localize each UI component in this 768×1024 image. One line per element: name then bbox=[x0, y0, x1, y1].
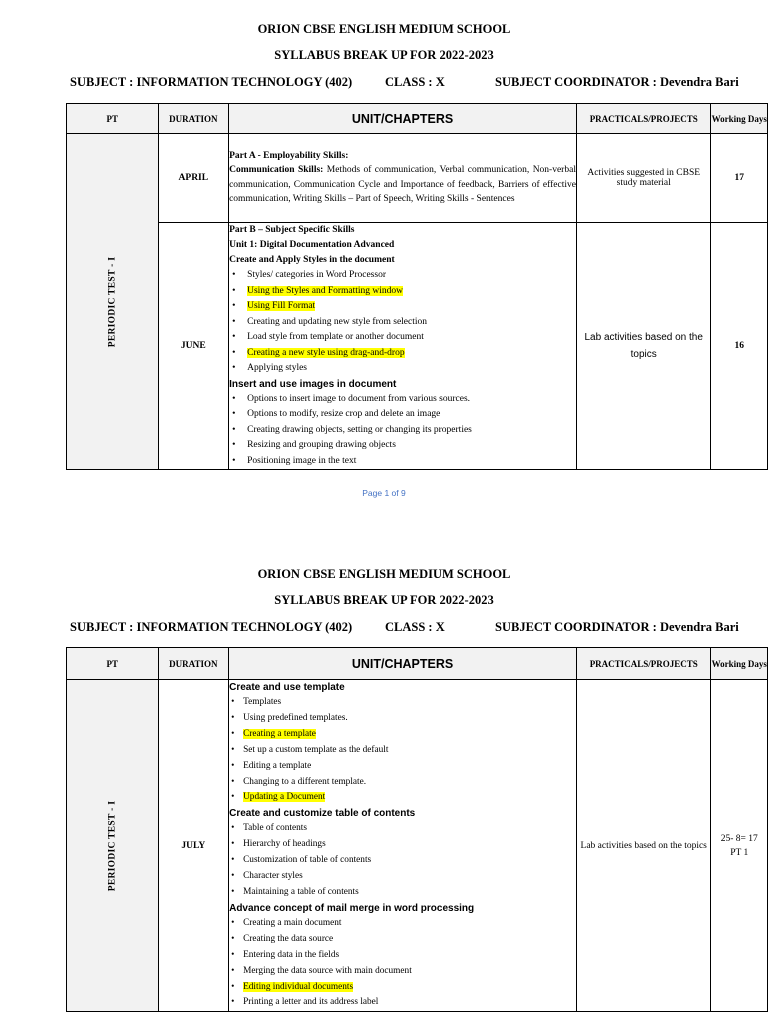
list-item-text: Changing to a different template. bbox=[243, 776, 367, 787]
list-item bbox=[229, 853, 576, 869]
list-item bbox=[229, 837, 576, 853]
topic-heading: Insert and use images in document bbox=[229, 378, 397, 390]
topic-heading: Create and use template bbox=[229, 682, 345, 693]
subject-line bbox=[70, 75, 750, 90]
header-row bbox=[67, 104, 768, 134]
list-item-text: Merging the data source with main document bbox=[243, 965, 412, 976]
topic-list bbox=[229, 392, 576, 470]
school-name: ORION CBSE ENGLISH MEDIUM SCHOOL bbox=[257, 567, 511, 581]
list-item bbox=[229, 995, 576, 1011]
class: CLASS : X bbox=[385, 75, 445, 89]
list-item bbox=[229, 361, 576, 377]
list-item-text: Printing a letter and its address label bbox=[243, 997, 379, 1008]
list-item-text: Options to modify, resize crop and delete an image bbox=[247, 409, 441, 419]
list-item-text: Positioning image in the text bbox=[247, 455, 357, 466]
header-row bbox=[67, 648, 768, 680]
topic-heading: Create and Apply Styles in the document bbox=[229, 255, 395, 265]
list-item-text: Character styles bbox=[243, 871, 303, 882]
list-item bbox=[229, 790, 576, 806]
unit-heading: Unit 1: Digital Documentation Advanced bbox=[229, 240, 395, 250]
list-item bbox=[229, 775, 576, 791]
topic-list bbox=[229, 695, 576, 806]
list-item bbox=[229, 299, 576, 315]
working-days-cell: 17 bbox=[711, 134, 768, 223]
practicals-cell: Lab activities based on the topics bbox=[576, 680, 710, 1012]
list-item-text: Customization of table of contents bbox=[243, 855, 372, 866]
school-name: ORION CBSE ENGLISH MEDIUM SCHOOL bbox=[257, 22, 511, 36]
subject: SUBJECT : INFORMATION TECHNOLOGY (402) bbox=[70, 75, 353, 89]
list-item-text: Resizing and grouping drawing objects bbox=[247, 440, 396, 450]
subject-line bbox=[70, 620, 750, 635]
syllabus-table bbox=[66, 647, 768, 1012]
list-item bbox=[229, 932, 576, 948]
list-item-text: Editing individual documents bbox=[243, 981, 354, 992]
working-days-cell bbox=[711, 680, 768, 1012]
practicals-cell: Activities suggested in CBSE study material bbox=[576, 134, 710, 223]
list-item bbox=[229, 980, 576, 996]
header-practicals: PRACTICALS/PROJECTS bbox=[576, 648, 710, 680]
list-item-text: Maintaining a table of contents bbox=[243, 886, 359, 897]
list-item bbox=[229, 964, 576, 980]
topic-list bbox=[229, 268, 576, 377]
list-item bbox=[229, 407, 576, 423]
unit-description bbox=[229, 163, 576, 207]
class: CLASS : X bbox=[385, 620, 445, 634]
syllabus-title: SYLLABUS BREAK UP FOR 2022-2023 bbox=[274, 593, 494, 607]
header-working-days: Working Days bbox=[711, 104, 768, 134]
list-item bbox=[229, 268, 576, 284]
list-item bbox=[229, 438, 576, 454]
list-item-text: Creating the data source bbox=[243, 933, 334, 944]
practicals-cell: Lab activities based on the topics bbox=[576, 223, 710, 470]
part-heading: Part A - Employability Skills: bbox=[229, 151, 349, 162]
header-pt: PT bbox=[67, 648, 159, 680]
list-item-text: Entering data in the fields bbox=[243, 949, 340, 960]
topic-heading: Create and customize table of contents bbox=[229, 808, 416, 820]
page-footer: Page 1 of 9 bbox=[362, 488, 406, 498]
duration-cell: JUNE bbox=[158, 223, 229, 470]
table-row bbox=[67, 680, 768, 1012]
topic-heading: Advance concept of mail merge in word processing bbox=[229, 902, 475, 914]
unit-cell bbox=[229, 223, 577, 470]
list-item-text: Using Fill Format bbox=[247, 301, 316, 311]
list-item bbox=[229, 821, 576, 837]
list-item bbox=[229, 695, 576, 711]
list-item bbox=[229, 885, 576, 901]
list-item-text: Table of contents bbox=[243, 823, 307, 834]
working-days-cell: 16 bbox=[711, 223, 768, 470]
list-item bbox=[229, 392, 576, 408]
duration-cell: JULY bbox=[158, 680, 229, 1012]
lead-text: Communication Skills: bbox=[229, 165, 324, 176]
unit-cell bbox=[229, 680, 577, 1012]
pt-label: PERIODIC TEST - I bbox=[107, 800, 118, 891]
header-duration: DURATION bbox=[158, 648, 229, 680]
pt-label: PERIODIC TEST - I bbox=[107, 256, 118, 347]
list-item-text: Creating and updating new style from selection bbox=[247, 316, 428, 327]
list-item-text: Load style from template or another document bbox=[247, 332, 424, 342]
list-item bbox=[229, 711, 576, 727]
pt-cell bbox=[67, 680, 159, 1012]
coordinator: SUBJECT COORDINATOR : Devendra Bari bbox=[495, 75, 739, 89]
topic-list bbox=[229, 821, 576, 901]
working-days-count: 25- 8= 17 bbox=[720, 833, 758, 844]
list-item-text: Creating drawing objects, setting or changing its properties bbox=[247, 424, 472, 435]
list-item-text: Styles/ categories in Word Processor bbox=[247, 270, 386, 280]
working-days-pt: PT 1 bbox=[730, 847, 749, 858]
coordinator: SUBJECT COORDINATOR : Devendra Bari bbox=[495, 620, 739, 634]
list-item bbox=[229, 869, 576, 885]
list-item-text: Editing a template bbox=[243, 760, 312, 771]
unit-cell bbox=[229, 134, 577, 223]
list-item-text: Using the Styles and Formatting window bbox=[247, 285, 404, 296]
list-item-text: Templates bbox=[243, 697, 282, 707]
pt-cell bbox=[67, 134, 159, 470]
list-item bbox=[229, 330, 576, 346]
body-text: Methods of communication, Verbal communication, Non-verbal communication, Communication Cycle and Importance of feedback, Barriers of effective communication, Writing Skills – Part of Speech, Writing Skills - Sentences bbox=[229, 165, 576, 205]
list-item-text: Creating a main document bbox=[243, 917, 342, 928]
list-item-text: Applying styles bbox=[247, 363, 307, 373]
header-pt: PT bbox=[67, 104, 159, 134]
header-practicals: PRACTICALS/PROJECTS bbox=[576, 104, 710, 134]
list-item bbox=[229, 727, 576, 743]
list-item-text: Creating a new style using drag-and-drop bbox=[247, 347, 405, 358]
list-item-text: Using predefined templates. bbox=[243, 712, 348, 723]
list-item-text: Set up a custom template as the default bbox=[243, 744, 389, 755]
list-item bbox=[229, 743, 576, 759]
list-item bbox=[229, 948, 576, 964]
header-unit: UNIT/CHAPTERS bbox=[229, 104, 577, 134]
list-item bbox=[229, 284, 576, 300]
syllabus-title: SYLLABUS BREAK UP FOR 2022-2023 bbox=[274, 48, 494, 62]
header-unit: UNIT/CHAPTERS bbox=[229, 648, 577, 680]
list-item bbox=[229, 423, 576, 439]
part-heading: Part B – Subject Specific Skills bbox=[229, 225, 355, 235]
list-item bbox=[229, 916, 576, 932]
syllabus-table bbox=[66, 103, 768, 470]
header-duration: DURATION bbox=[158, 104, 229, 134]
duration-cell: APRIL bbox=[158, 134, 229, 223]
topic-list bbox=[229, 916, 576, 1011]
list-item-text: Creating a template bbox=[243, 728, 316, 739]
list-item bbox=[229, 759, 576, 775]
table-row bbox=[67, 134, 768, 223]
list-item-text: Updating a Document bbox=[243, 792, 326, 803]
table-row bbox=[67, 223, 768, 470]
list-item-text: Options to insert image to document from various sources. bbox=[247, 393, 471, 404]
list-item-text: Hierarchy of headings bbox=[243, 839, 326, 850]
header-working-days: Working Days bbox=[711, 648, 768, 680]
list-item bbox=[229, 346, 576, 362]
list-item bbox=[229, 454, 576, 470]
subject: SUBJECT : INFORMATION TECHNOLOGY (402) bbox=[70, 620, 353, 634]
list-item bbox=[229, 315, 576, 331]
